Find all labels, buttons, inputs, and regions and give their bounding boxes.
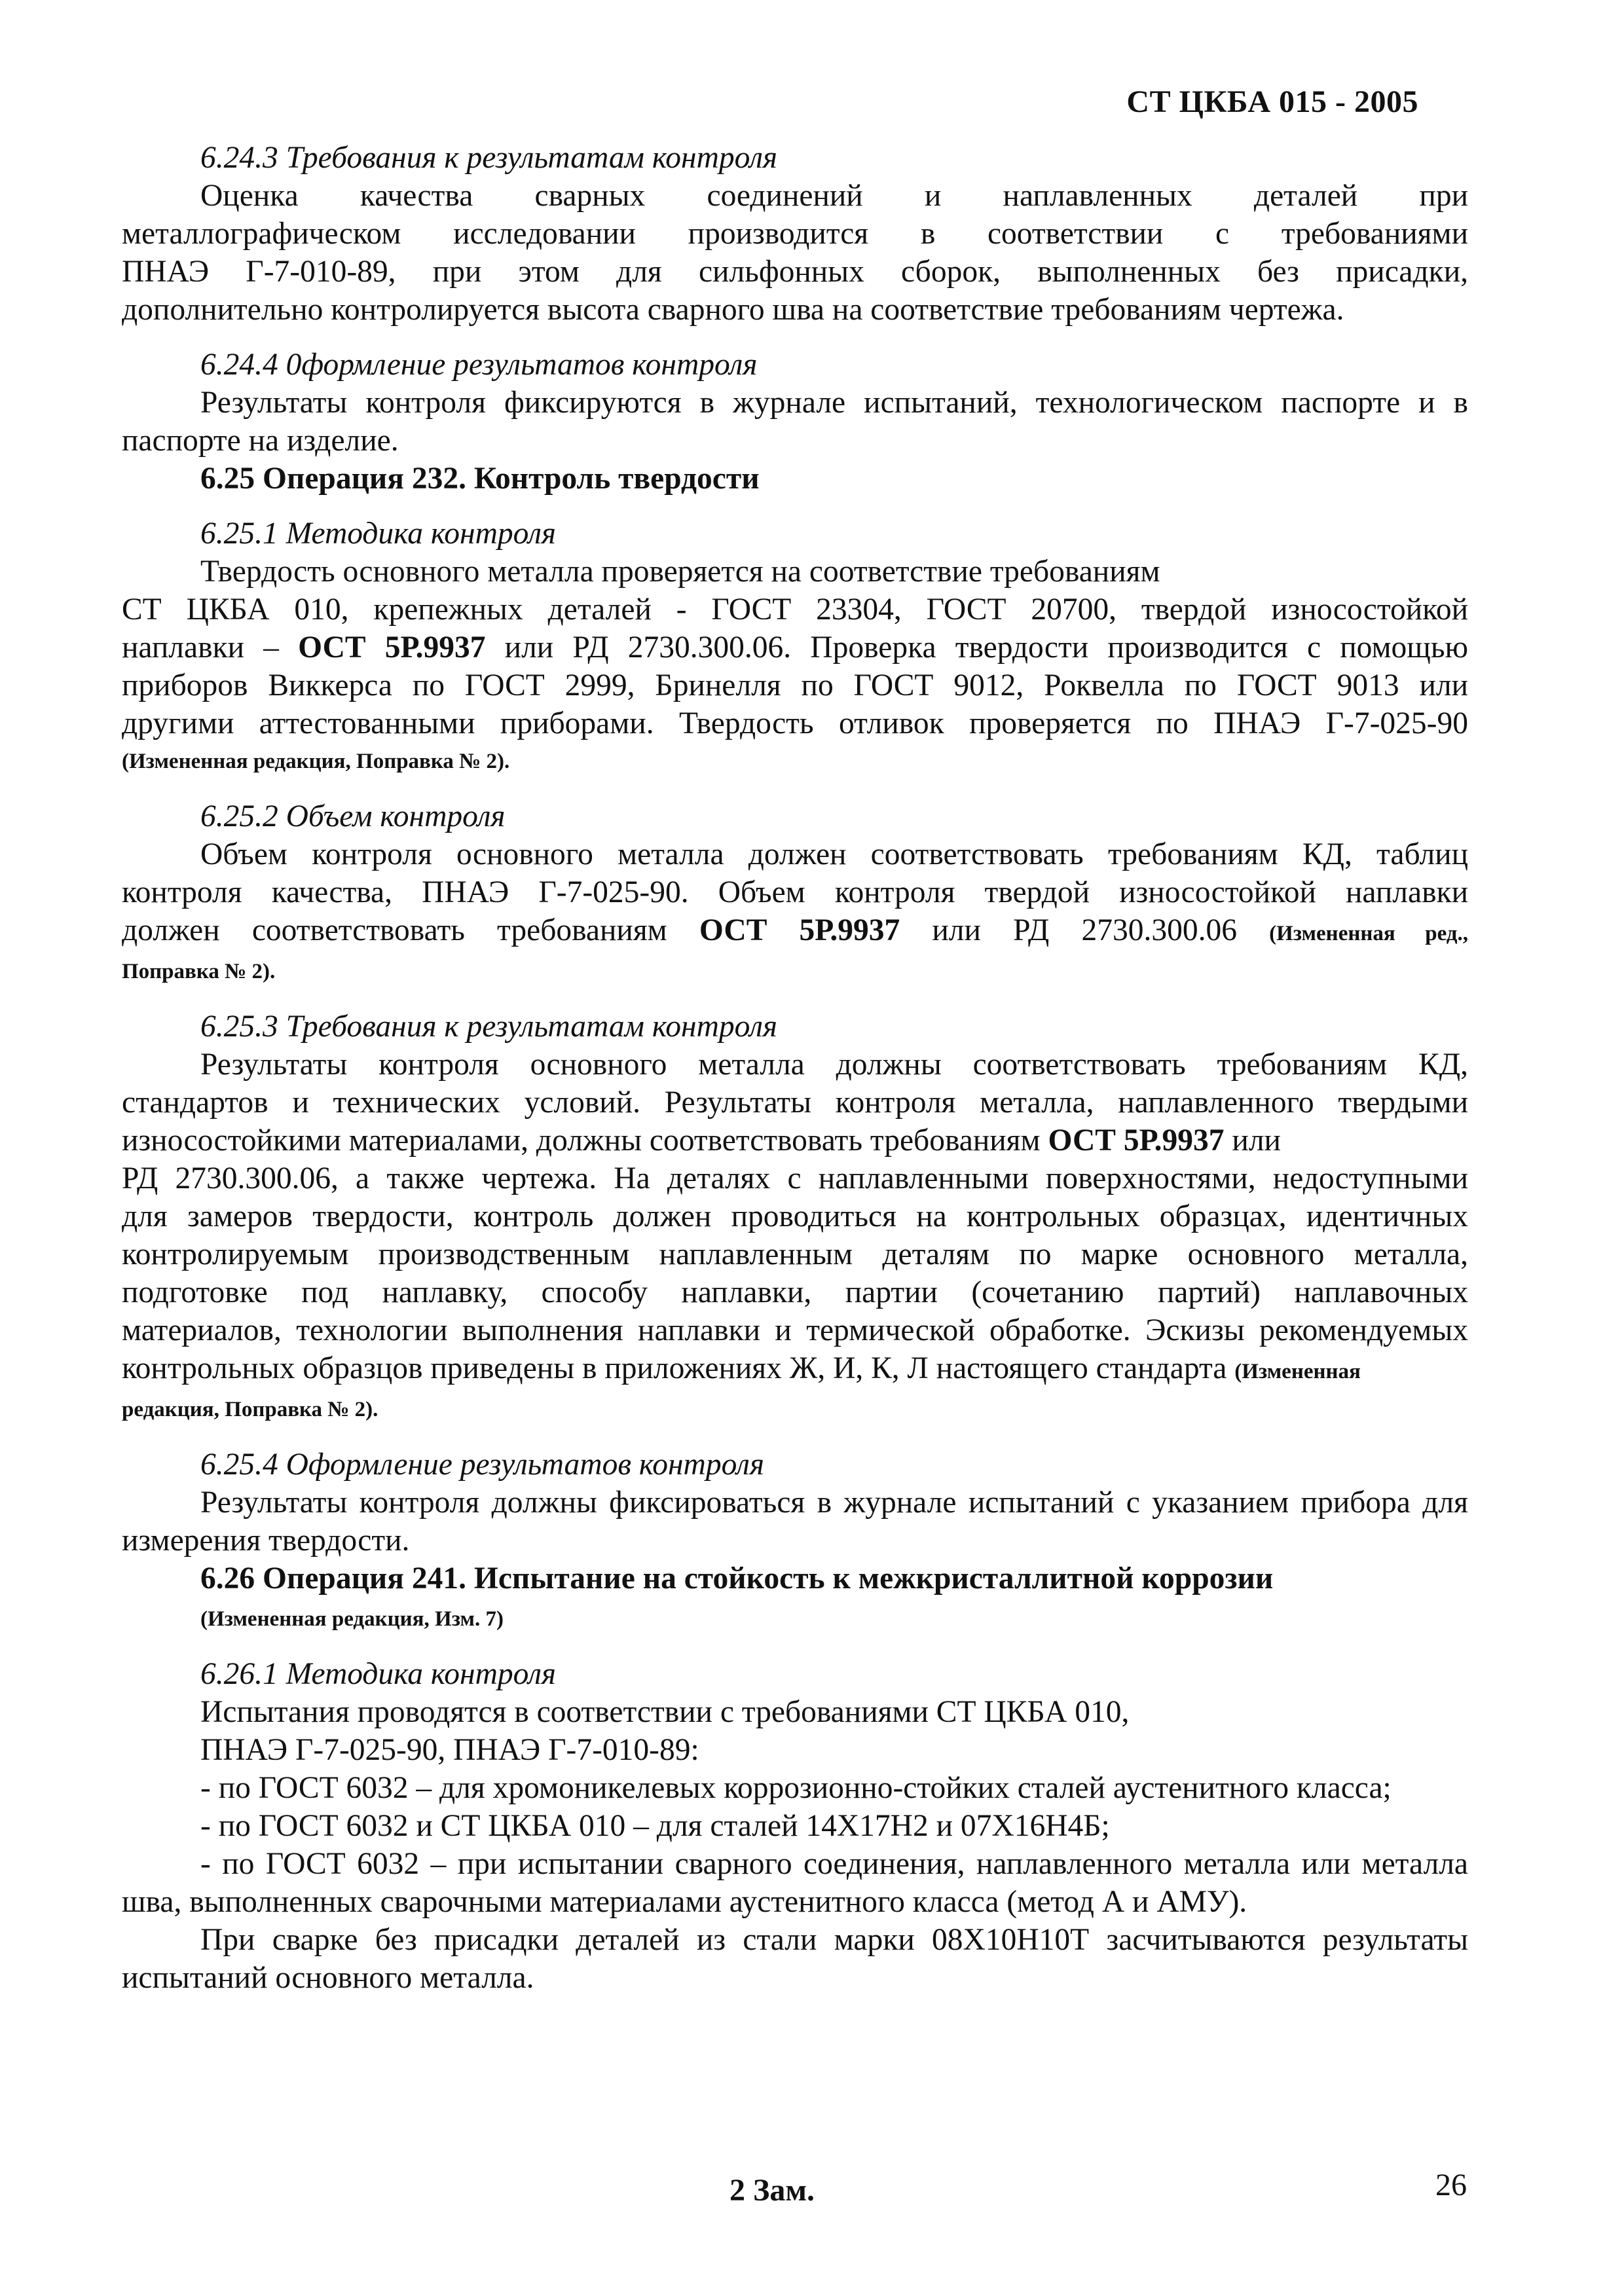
text-line: Объем контроля основного металла должен соответствовать требованиям КД, таблиц — [200, 837, 1468, 871]
text-line: контроля качества, ПНАЭ Г-7-025-90. Объем контроля твердой износостойкой наплавки — [122, 875, 1468, 909]
text-line: испытаний основного металла. — [122, 1961, 534, 1995]
text-line — [122, 1121, 1468, 1159]
text-line: паспорте на изделие. — [122, 424, 399, 458]
text-line: ПНАЭ Г-7-010-89, при этом для сильфонных сборок, выполненных без присадки, — [122, 255, 1468, 289]
text-span: или — [1224, 1123, 1281, 1157]
text-line: стандартов и технических условий. Результаты контроля металла, наплавленного твердыми — [122, 1085, 1468, 1120]
change-mark: 2 Зам. — [729, 2173, 815, 2208]
text-span: наплавки – — [122, 630, 299, 665]
text-span: износостойкими материалами, должны соответствовать требованиям — [122, 1123, 1048, 1157]
list-item-continuation: шва, выполненных сварочными материалами аустенитного класса (метод А и АМУ). — [122, 1885, 1247, 1919]
text-line: Испытания проводятся в соответствии с требованиями СТ ЦКБА 010, — [200, 1695, 1130, 1729]
text-line: При сварке без присадки деталей из стали марки 08Х10Н10Т засчитываются результаты — [200, 1923, 1468, 1957]
revision-note: (Измененная редакция, Изм. 7) — [200, 1607, 504, 1631]
standard-reference-bold: ОСТ 5Р.9937 — [298, 630, 486, 665]
text-line — [122, 1349, 1468, 1391]
text-span: или РД 2730.300.06. Проверка твердости производится с помощью — [485, 630, 1468, 665]
revision-note: Поправка № 2). — [122, 960, 276, 983]
revision-note: (Измененная ред., — [1269, 922, 1468, 945]
text-line: Оценка качества сварных соединений и наплавленных деталей при — [200, 179, 1468, 213]
text-line: подготовке под наплавку, способу наплавки, партии (сочетанию партий) наплавочных — [122, 1275, 1468, 1309]
revision-note: (Измененная редакция, Поправка № 2). — [122, 750, 510, 773]
text-line: дополнительно контролируется высота сварного шва на соответствие требованиям чертежа. — [122, 293, 1344, 327]
paragraph-6-26-1 — [122, 1693, 1468, 1997]
text-line: Результаты контроля основного металла должны соответствовать требованиям КД, — [200, 1048, 1468, 1082]
text-line: контролируемым производственным наплавленным деталям по марке основного металла, — [122, 1237, 1468, 1271]
subsection-title-6-24-4: 6.24.4 0формление результатов контроля — [200, 348, 758, 382]
text-line: металлографическом исследовании производится в соответствии с требованиями — [122, 217, 1468, 251]
subsection-title-6-25-3: 6.25.3 Требования к результатам контроля — [200, 1010, 777, 1044]
paragraph-6-25-2 — [122, 835, 1468, 991]
standard-reference-bold: ОСТ 5Р.9937 — [699, 913, 900, 947]
subsection-title-6-26-1: 6.26.1 Методика контроля — [200, 1657, 556, 1691]
subsection-title-6-24-3: 6.24.3 Требования к результатам контроля — [200, 141, 777, 175]
standard-reference-bold: ОСТ 5Р.9937 — [1048, 1123, 1225, 1157]
subsection-title-6-25-4: 6.25.4 Оформление результатов контроля — [200, 1448, 764, 1482]
text-span: должен соответствовать требованиям — [122, 913, 699, 947]
revision-note: редакция, Поправка № 2). — [122, 1398, 378, 1421]
paragraph-6-25-3 — [122, 1046, 1468, 1429]
text-line — [122, 629, 1468, 666]
list-item: - по ГОСТ 6032 – при испытании сварного соединения, наплавленного металла или металла — [200, 1847, 1468, 1881]
text-line: материалов, технологии выполнения наплавки и термической обработке. Эскизы рекомендуемых — [122, 1313, 1468, 1347]
list-item: - по ГОСТ 6032 и СТ ЦКБА 010 – для сталей 14Х17Н2 и 07Х16Н4Б; — [200, 1809, 1110, 1843]
text-line: измерения твердости. — [122, 1523, 410, 1558]
document-body — [122, 139, 1468, 1997]
text-line: Результаты контроля должны фиксироваться в журнале испытаний с указанием прибора для — [200, 1485, 1468, 1520]
text-line: Твердость основного металла проверяется на соответствие требованиям — [200, 555, 1160, 589]
paragraph-6-25-1 — [122, 553, 1468, 780]
list-item: - по ГОСТ 6032 – для хромоникелевых коррозионно-стойких сталей аустенитного класса; — [200, 1771, 1392, 1805]
revision-note: (Измененная — [1234, 1360, 1361, 1383]
text-span: или РД 2730.300.06 — [900, 913, 1270, 947]
text-span: контрольных образцов приведены в приложениях Ж, И, К, Л настоящего стандарта — [122, 1351, 1235, 1385]
text-line: РД 2730.300.06, а также чертежа. На деталях с наплавленными поверхностями, недоступными — [122, 1161, 1468, 1195]
page-number: 26 — [1435, 2168, 1467, 2202]
text-line: ПНАЭ Г-7-025-90, ПНАЭ Г-7-010-89: — [200, 1733, 699, 1767]
text-line — [122, 911, 1468, 953]
document-code: СТ ЦКБА 015 - 2005 — [1126, 84, 1418, 119]
section-heading-6-25: 6.25 Операция 232. Контроль твердости — [200, 462, 760, 496]
subsection-title-6-25-1: 6.25.1 Методика контроля — [200, 517, 556, 551]
text-line: СТ ЦКБА 010, крепежных деталей - ГОСТ 23304, ГОСТ 20700, твердой износостойкой — [122, 592, 1468, 627]
text-line: Результаты контроля фиксируются в журнале испытаний, технологическом паспорте и в — [200, 386, 1468, 420]
text-line: для замеров твердости, контроль должен проводиться на контрольных образцах, идентичных — [122, 1199, 1468, 1233]
paragraph-6-25-4 — [122, 1484, 1468, 1559]
paragraph-6-24-3 — [122, 177, 1468, 329]
text-line: приборов Виккерса по ГОСТ 2999, Бринелля по ГОСТ 9012, Роквелла по ГОСТ 9013 или — [122, 668, 1468, 702]
subsection-title-6-25-2: 6.25.2 Объем контроля — [200, 799, 506, 833]
paragraph-6-24-4 — [122, 384, 1468, 460]
text-line: другими аттестованными приборами. Твердость отливок проверяется по ПНАЭ Г-7-025-90 — [122, 706, 1468, 740]
section-heading-6-26: 6.26 Операция 241. Испытание на стойкость к межкристаллитной коррозии — [200, 1561, 1274, 1595]
